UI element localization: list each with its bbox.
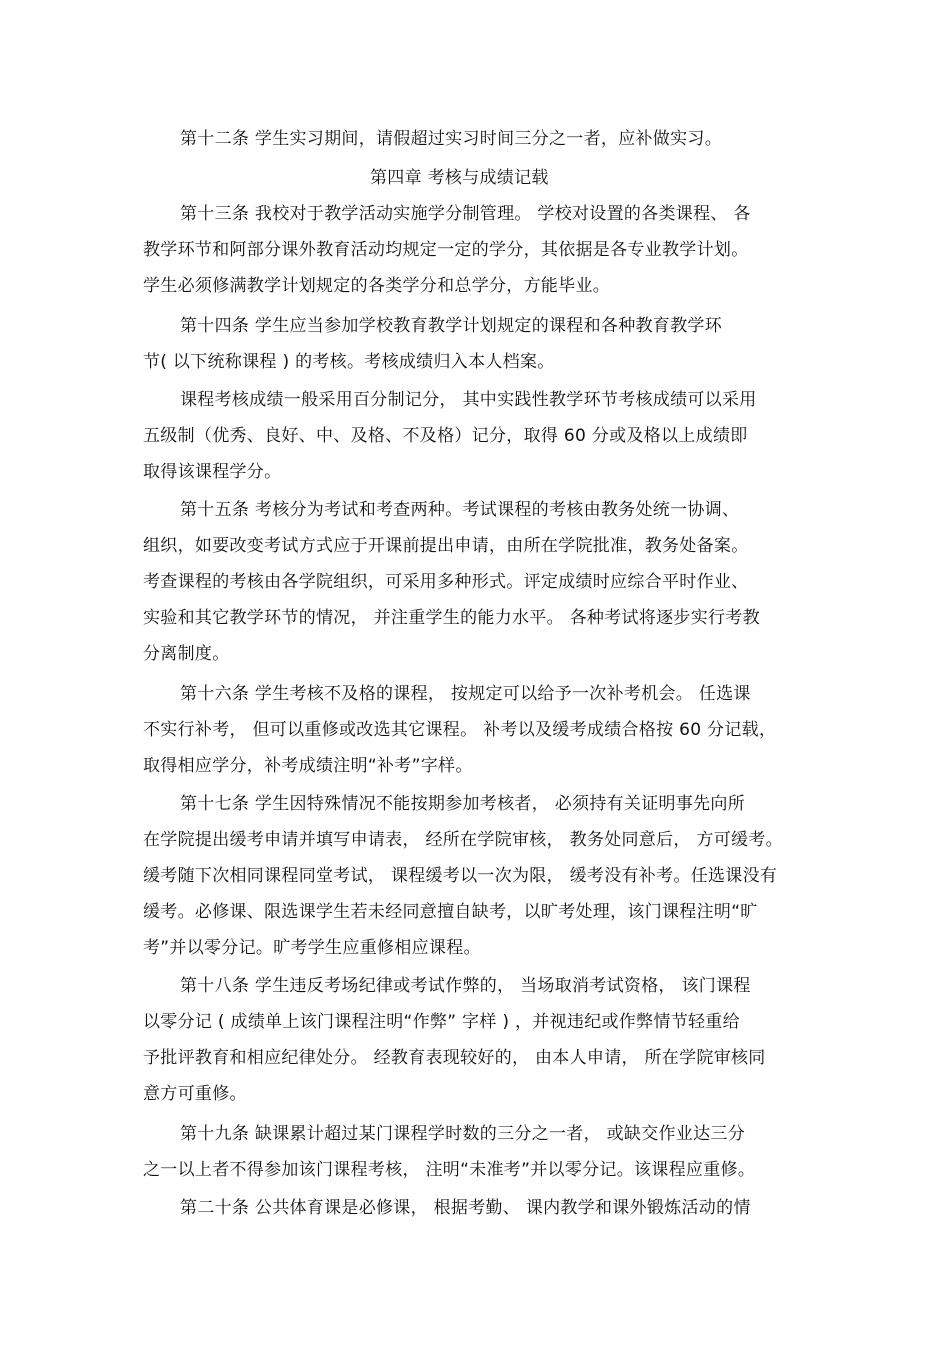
- article-17-line-5: 考”并以零分记。旷考学生应重修相应课程。: [143, 938, 481, 958]
- article-15-line-2: 组织，如要改变考试方式应于开课前提出申请，由所在学院批准，教务处备案。: [143, 536, 749, 556]
- article-17-line-1: 第十七条 学生因特殊情况不能按期参加考核者， 必须持有关证明事先向所: [180, 794, 746, 814]
- article-15-line-4: 实验和其它教学环节的情况， 并注重学生的能力水平。 各种考试将逐步实行考教: [143, 608, 760, 628]
- grading-paragraph-line-1: 课程考核成绩一般采用百分制记分， 其中实践性教学环节考核成绩可以采用: [180, 390, 757, 410]
- article-13-line-1: 第十三条 我校对于教学活动实施学分制管理。 学校对设置的各类课程、 各: [180, 204, 751, 224]
- article-15-line-3: 考查课程的考核由各学院组织，可采用多种形式。评定成绩时应综合平时作业、: [143, 572, 749, 592]
- article-18-line-4: 意方可重修。: [143, 1084, 247, 1104]
- article-16-line-3: 取得相应学分，补考成绩注明“补考”字样。: [143, 756, 473, 776]
- article-15-line-5: 分离制度。: [143, 644, 230, 664]
- article-17-line-3: 缓考随下次相同课程同堂考试， 课程缓考以一次为限， 缓考没有补考。任选课没有: [143, 866, 778, 886]
- article-15-line-1: 第十五条 考核分为考试和考查两种。考试课程的考核由教务处统一协调、: [180, 500, 740, 520]
- article-14-line-2: 节( 以下统称课程 ) 的考核。考核成绩归入本人档案。: [143, 352, 555, 372]
- article-19-line-2: 之一以上者不得参加该门课程考核， 注明“未准考”并以零分记。该课程应重修。: [143, 1160, 756, 1180]
- article-13-line-3: 学生必须修满教学计划规定的各类学分和总学分，方能毕业。: [143, 276, 611, 296]
- article-17-line-2: 在学院提出缓考申请并填写申请表， 经所在学院审核， 教务处同意后， 方可缓考。: [143, 830, 783, 850]
- article-16-line-1: 第十六条 学生考核不及格的课程， 按规定可以给予一次补考机会。 任选课: [180, 684, 751, 704]
- article-16-line-2: 不实行补考， 但可以重修或改选其它课程。 补考以及缓考成绩合格按 60 分记载，: [143, 720, 777, 740]
- article-19-line-1: 第十九条 缺课累计超过某门课程学时数的三分之一者， 或缺交作业达三分: [180, 1124, 746, 1144]
- article-13-line-2: 教学环节和阿部分课外教育活动均规定一定的学分，其依据是各专业教学计划。: [143, 240, 749, 260]
- article-18-line-3: 予批评教育和相应纪律处分。 经教育表现较好的， 由本人申请， 所在学院审核同: [143, 1048, 766, 1068]
- article-20-line-1: 第二十条 公共体育课是必修课， 根据考勤、 课内教学和课外锻炼活动的情: [180, 1198, 751, 1218]
- grading-paragraph-line-2: 五级制（优秀、良好、中、及格、不及格）记分，取得 60 分或及格以上成绩即: [143, 426, 748, 446]
- article-14-line-1: 第十四条 学生应当参加学校教育教学计划规定的课程和各种教育教学环: [180, 316, 723, 336]
- article-18-line-2: 以零分记 ( 成绩单上该门课程注明“作弊” 字样 ) ，并视违纪或作弊情节轻重给: [143, 1012, 740, 1032]
- article-12-line-1: 第十二条 学生实习期间，请假超过实习时间三分之一者，应补做实习。: [180, 129, 723, 149]
- article-18-line-1: 第十八条 学生违反考场纪律或考试作弊的， 当场取消考试资格， 该门课程: [180, 976, 751, 996]
- chapter-4-heading: 第四章 考核与成绩记载: [370, 168, 549, 188]
- grading-paragraph-line-3: 取得该课程学分。: [143, 462, 282, 482]
- article-17-line-4: 缓考。必修课、限选课学生若未经同意擅自缺考，以旷考处理，该门课程注明“旷: [143, 902, 758, 922]
